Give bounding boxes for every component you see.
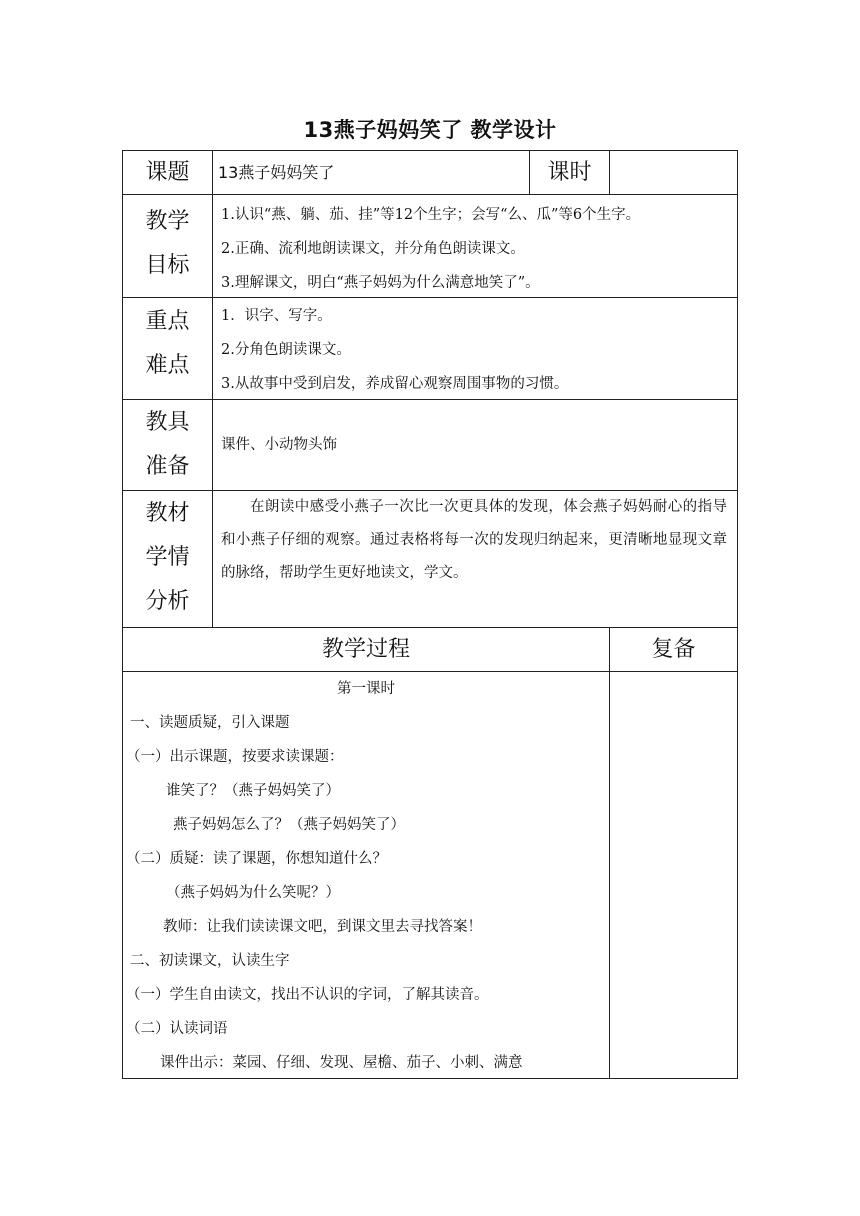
section-heading: 第一课时 (337, 681, 395, 697)
analysis-label: 教材 学情 分析 (145, 501, 190, 614)
list-item: 一、读题质疑，引入课题 (130, 715, 290, 731)
list-item: （一）学生自由读文，找出不认识的字词，了解其读音。 (126, 987, 489, 1003)
prep-header: 复备 (651, 637, 696, 662)
hours-value (610, 151, 737, 194)
table-border (737, 150, 738, 1079)
list-item: 2.分角色朗读课文。 (221, 342, 351, 358)
tools-label: 教具 准备 (145, 410, 190, 479)
list-item: 燕子妈妈怎么了？（燕子妈妈笑了） (173, 817, 405, 833)
list-item: 3.理解课文，明白“燕子妈妈为什么满意地笑了”。 (221, 275, 540, 291)
list-item: 谁笑了？（燕子妈妈笑了） (166, 783, 340, 799)
key-points-label: 重点 难点 (145, 309, 190, 378)
key-points-list (213, 299, 737, 399)
list-item: 3.从故事中受到启发，养成留心观察周围事物的习惯。 (221, 376, 569, 392)
list-item: （一）出示课题，按要求读课题： (126, 749, 344, 765)
list-item: 二、初读课文，认读生字 (130, 953, 290, 969)
topic-label: 课题 (145, 160, 190, 185)
process-content (123, 672, 609, 1078)
list-item: 1.认识“燕、躺、茄、挂”等12个生字；会写“么、瓜”等6个生字。 (221, 207, 641, 223)
list-item: （二）质疑：读了课题，你想知道什么？ (126, 851, 387, 867)
list-item: 课件出示：菜园、仔细、发现、屋檐、茄子、小刺、满意 (160, 1055, 523, 1071)
list-item: 2.正确、流利地朗读课文，并分角色朗读课文。 (221, 241, 525, 257)
list-item: 教师：让我们读读课文吧，到课文里去寻找答案！ (163, 919, 482, 935)
page-title: 13燕子妈妈笑了 教学设计 (303, 118, 557, 142)
tools-value: 课件、小动物头饰 (221, 437, 337, 453)
topic-value: 13燕子妈妈笑了 (218, 163, 335, 182)
process-header: 教学过程 (321, 637, 410, 662)
analysis-text: 在朗读中感受小燕子一次比一次更具体的发现，体会燕子妈妈耐心的指导和小燕子仔细的观察。通过表格将每一次的发现归纳起来，更清晰地显现文章的脉络，帮助学生更好地读文，学文。 (221, 499, 727, 581)
list-item: 1．识字、写字。 (221, 308, 332, 324)
table-border (122, 194, 738, 195)
list-item: （燕子妈妈为什么笑呢？） (166, 885, 340, 901)
hours-label: 课时 (547, 160, 592, 185)
goals-label: 教学 目标 (145, 209, 190, 278)
prep-notes (610, 672, 737, 1078)
table-border (122, 1078, 738, 1079)
goals-list (213, 198, 737, 296)
list-item: （二）认读词语 (126, 1021, 228, 1037)
